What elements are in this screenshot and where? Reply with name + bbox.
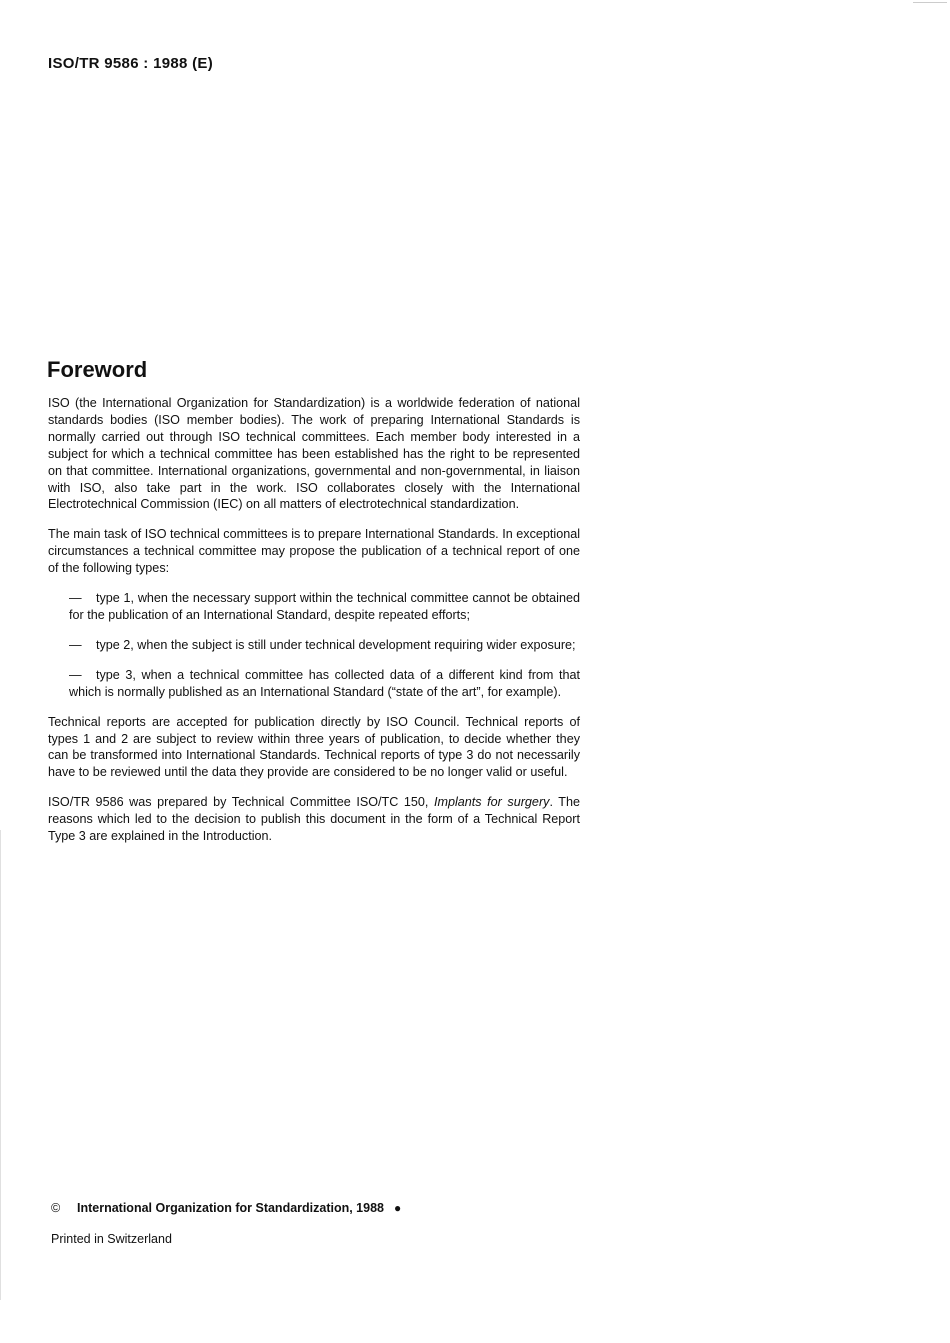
scan-edge-mark-left <box>0 830 1 1300</box>
foreword-paragraph-3: Technical reports are accepted for publication directly by ISO Council. Technical reports of types 1 and 2 are subject to review within three years of publication, to decide whether they can be transformed into International Standards. Technical reports of type 3 do not necessarily have to be reviewed until the data they provide are considered to be no longer valid or useful. <box>48 714 580 780</box>
foreword-paragraph-4 <box>48 794 580 845</box>
foreword-body <box>48 395 580 858</box>
list-item-text: type 3, when a technical committee has collected data of a different kind from that which is normally published as an International Standard (“state of the art”, for example). <box>69 667 580 699</box>
committee-title-italic: Implants for surgery <box>433 795 550 810</box>
paragraph-4-tail: . The reasons which led to the decision to publish this document in the form of a Technical Report Type 3 are explained in the Introduction. <box>48 795 580 844</box>
list-dash: — <box>69 667 82 682</box>
document-id-header: ISO/TR 9586 : 1988 (E) <box>48 55 214 72</box>
bullet-icon: ● <box>394 1201 402 1215</box>
list-item-text: type 2, when the subject is still under technical development requiring wider exposure; <box>96 637 576 652</box>
list-item-type-1 <box>48 590 580 624</box>
foreword-title: Foreword <box>47 357 148 382</box>
copyright-icon: © <box>51 1201 61 1215</box>
list-dash: — <box>69 591 82 606</box>
scan-edge-mark-top-right <box>913 2 947 3</box>
copyright-line <box>51 1201 401 1215</box>
foreword-paragraph-1: ISO (the International Organization for Standardization) is a worldwide federation of national standards bodies (ISO member bodies). The work of preparing International Standards is normally carried out through ISO technical committees. Each member body interested in a subject for which a technical committee has been established has the right to be represented on that committee. International organizations, governmental and non-governmental, in liaison with ISO, also take part in the work. ISO collaborates closely with the International Electrotechnical Commission (IEC) on all matters of electrotechnical standardization. <box>48 396 580 512</box>
foreword-paragraph-2: The main task of ISO technical committees is to prepare International Standards. In exceptional circumstances a technical committee may propose the publication of a technical report of one of the following types: <box>48 527 580 576</box>
printed-location: Printed in Switzerland <box>51 1232 172 1246</box>
list-item-type-3 <box>48 667 580 701</box>
list-item-type-2 <box>48 637 580 654</box>
list-item-text: type 1, when the necessary support within the technical committee cannot be obtained for the publication of an International Standard, despite repeated efforts; <box>69 591 580 622</box>
copyright-text: International Organization for Standardization, 1988 <box>77 1201 384 1215</box>
paragraph-4-lead: ISO/TR 9586 was prepared by Technical Committee ISO/TC 150, <box>48 795 434 810</box>
list-dash: — <box>69 637 82 652</box>
